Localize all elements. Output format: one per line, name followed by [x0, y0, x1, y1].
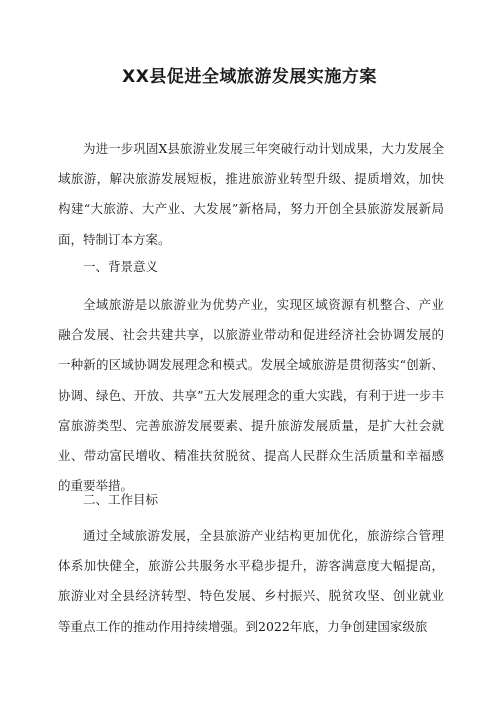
document-title: XX县促进全域旅游发展实施方案 [122, 67, 377, 87]
section-body-background: 全域旅游是以旅游业为优势产业，实现区域资源有机整合、产业融合发展、社会共建共享，以旅游业带动和促进经济社会协调发展的一种新的区域协调发展理念和模式。发展全域旅游是贯彻落实“创新、协调、绿色、开放、共享”五大发展理念的重大实践，有利于进一步丰富旅游类型、完善旅游发展要素、提升旅游发展质量，是扩大社会就业、带动富民增收、精准扶贫脱贫、提高人民群众生活质量和幸福感的重要举措。 [58, 297, 444, 494]
section-heading-goals: 二、工作目标 [83, 492, 159, 507]
section-heading-background: 一、背景意义 [83, 259, 159, 274]
intro-paragraph: 为进一步巩固X县旅游业发展三年突破行动计划成果，大力发展全域旅游，解决旅游发展短板，推进旅游业转型升级、提质增效，加快构建“大旅游、大产业、大发展”新格局，努力开创全县旅游发展新局面，特制订本方案。 [58, 141, 444, 247]
section-body-goals: 通过全域旅游发展，全县旅游产业结构更加优化，旅游综合管理体系加快健全，旅游公共服务水平稳步提升，游客满意度大幅提高，旅游业对全县经济转型、特色发展、乡村振兴、脱贫攻坚、创业就业等重点工作的推动作用持续增强。到2022年底，力争创建国家级旅 [58, 528, 444, 634]
